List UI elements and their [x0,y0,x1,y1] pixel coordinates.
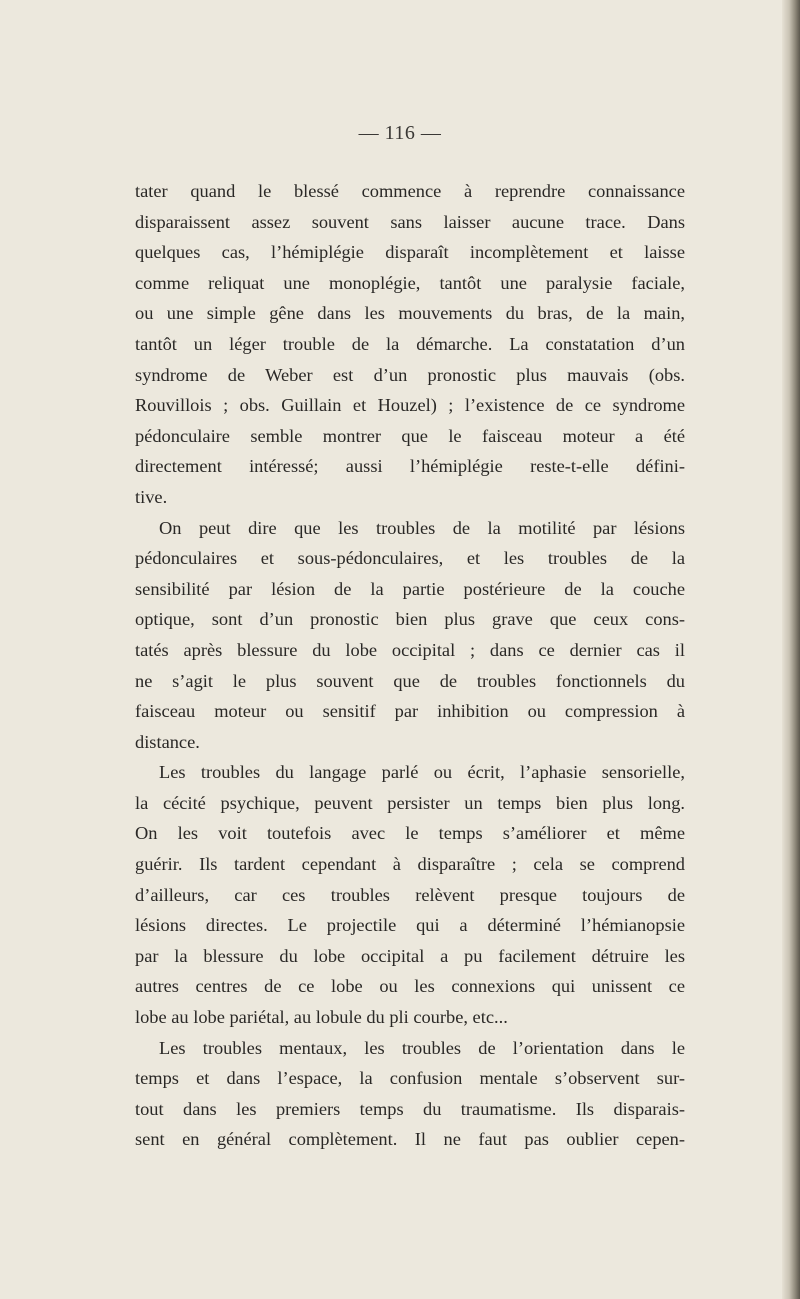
text-line: On peut dire que les troubles de la motilité par lésions [159,517,685,538]
text-line: tive. [135,486,168,507]
page-number: — 116 — [358,122,442,144]
text-line: pédonculaire semble montrer que le faisceau moteur a été [135,425,685,446]
text-line: comme reliquat une monoplégie, tantôt une paralysie faciale, [135,272,685,293]
text-line: d’ailleurs, car ces troubles relèvent presque toujours de [135,884,685,905]
text-line: faisceau moteur ou sensitif par inhibition ou compression à [135,701,685,722]
text-line: directement intéressé; aussi l’hémiplégie reste-t-elle défini- [135,456,685,477]
paragraph-3 [135,757,685,1032]
text-line: la cécité psychique, peuvent persister un temps bien plus long. [135,792,685,813]
text-line: pédonculaires et sous-pédonculaires, et les troubles de la [135,548,685,569]
text-line: tater quand le blessé commence à reprendre connaissance [135,181,685,201]
text-line: Les troubles mentaux, les troubles de l’orientation dans le [159,1037,685,1058]
text-line: par la blessure du lobe occipital a pu facilement détruire les [135,945,685,966]
text-line: sent en général complètement. Il ne faut pas oublier cepen- [135,1129,685,1150]
paragraph-4 [135,1033,685,1155]
text-line: temps et dans l’espace, la confusion mentale s’observent sur- [135,1068,685,1089]
text-line: quelques cas, l’hémiplégie disparaît incomplètement et laisse [135,242,685,263]
text-line: guérir. Ils tardent cependant à disparaître ; cela se comprend [135,854,685,875]
text-line: syndrome de Weber est d’un pronostic plus mauvais (obs. [135,364,685,385]
text-line: tout dans les premiers temps du traumatisme. Ils disparais- [135,1098,685,1119]
paragraph-2 [135,513,685,758]
text-line: On les voit toutefois avec le temps s’améliorer et même [135,823,685,844]
page-binding-edge [782,0,800,1299]
text-line: Les troubles du langage parlé ou écrit, l’aphasie sensorielle, [159,762,685,783]
text-line: ou une simple gêne dans les mouvements du bras, de la main, [135,303,685,324]
paragraph-1 [135,176,685,513]
body-text [135,176,685,1155]
text-line: disparaissent assez souvent sans laisser aucune trace. Dans [135,211,685,232]
text-line: lobe au lobe pariétal, au lobule du pli courbe, etc... [135,1007,508,1028]
text-line: tatés après blessure du lobe occipital ; dans ce dernier cas il [135,639,685,660]
text-line: ne s’agit le plus souvent que de troubles fonctionnels du [135,670,685,691]
text-line: sensibilité par lésion de la partie postérieure de la couche [135,578,685,599]
text-line: distance. [135,731,200,752]
text-line: optique, sont d’un pronostic bien plus grave que ceux cons- [135,609,685,630]
text-line: autres centres de ce lobe ou les connexions qui unissent ce [135,976,685,997]
text-line: tantôt un léger trouble de la démarche. La constatation d’un [135,333,685,354]
text-line: Rouvillois ; obs. Guillain et Houzel) ; l’existence de ce syndrome [135,395,685,416]
text-line: lésions directes. Le projectile qui a déterminé l’hémianopsie [135,915,685,936]
